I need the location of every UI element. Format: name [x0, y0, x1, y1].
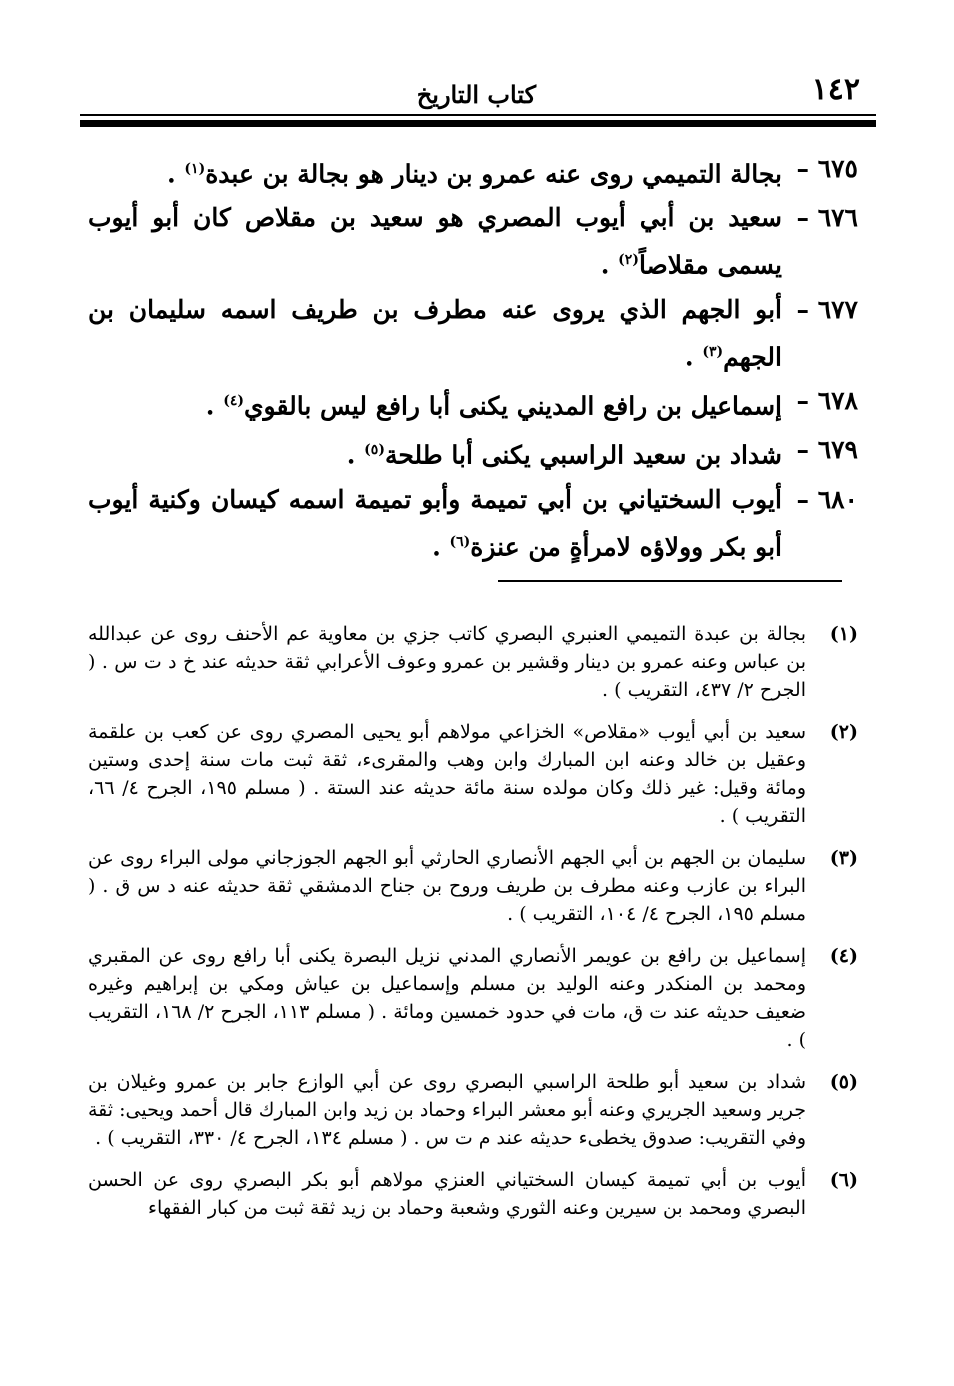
entry-number: ٦٧٧ –	[796, 294, 858, 324]
footnote-number: (٢)	[829, 721, 858, 743]
entry-text: إسماعيل بن رافع المديني يكنى أبا رافع ليس بالقوي	[243, 391, 782, 421]
footnote-ref[interactable]: (٤)	[223, 392, 244, 409]
entry-number: ٦٨٠ –	[796, 484, 858, 514]
footnote-ref[interactable]: (١)	[184, 161, 206, 177]
footnote-4	[88, 942, 858, 1054]
entry-end: .	[167, 159, 185, 189]
entry-end: .	[600, 250, 619, 280]
footnote-number: (٥)	[829, 1071, 858, 1093]
header-rule-thin	[80, 114, 876, 116]
entry-text: أبو الجهم الذي يروى عنه مطرف بن طريف اسمه سليمان بن الجهم	[88, 294, 782, 371]
footnote-ref[interactable]: (٣)	[702, 343, 724, 360]
footnotes-list	[88, 620, 858, 1236]
entry-677	[88, 289, 858, 378]
page-number: ١٤٢	[811, 72, 860, 107]
footnote-3	[88, 844, 858, 928]
entry-end: .	[346, 440, 365, 470]
entry-676	[88, 197, 858, 286]
footnote-2	[88, 718, 858, 830]
entry-number: ٦٧٩ –	[796, 435, 858, 465]
footnote-text: أيوب بن أبي تميمة كيسان السختياني العنزي مولاهم أبو بكر البصري روى عن الحسن البصري ومحمد بن سيرين وعنه الثوري وشعبة وحماد بن زيد ثقة ثبت من كبار الفقهاء	[88, 1169, 806, 1219]
footnote-text: بجالة بن عبدة التميمي العنبري البصري كاتب جزي بن معاوية عم الأحنف روى عن عبدالله بن عباس وعنه عمرو بن دينار وقشير بن عمرو وعوف الأعرابي ثقة حديثه عند خ د ت س . ( الجرح ٢/ ٤٣٧، التقريب ) .	[88, 623, 806, 701]
header-rule-thick	[80, 120, 876, 127]
footnote-5	[88, 1068, 858, 1152]
footnote-1	[88, 620, 858, 704]
footnote-text: سعيد بن أبي أيوب «مقلاص» الخزاعي مولاهم أبو يحيى المصري روى عن كعب بن علقمة وعقيل بن خالد وعنه ابن المبارك وابن وهب والمقرىء، ثقة ثبت مات سنة إحدى وستين ومائة وقيل: غير ذلك وكان مولده سنة مائة حديثه عند الستة . ( مسلم ١٩٥، الجرح ٤/ ٦٦، التقريب ) .	[88, 721, 806, 827]
footnote-separator	[498, 580, 842, 582]
entry-end: .	[205, 391, 224, 421]
entry-680	[88, 479, 858, 568]
entry-number: ٦٧٦ –	[796, 203, 858, 233]
entry-number: ٦٧٨ –	[796, 385, 858, 415]
entry-text: بجالة التميمي روى عنه عمرو بن دينار هو بجالة بن عبدة	[205, 159, 782, 189]
entry-678	[88, 380, 858, 427]
footnote-text: إسماعيل بن رافع بن عويمر الأنصاري المدني نزيل البصرة يكنى أبا رافع روى عن المقبري ومحمد بن المنكدر وعنه الوليد بن مسلم وإسماعيل بن عياش ومكي بن إبراهيم وغيره ضعيف حديثه عند ت ق، مات في حدود خمسين ومائة . ( مسلم ١١٣، الجرح ٢/ ١٦٨، التقريب ) .	[88, 945, 806, 1051]
footnote-number: (١)	[829, 623, 858, 645]
footnote-6	[88, 1166, 858, 1222]
footnote-number: (٣)	[829, 847, 858, 869]
entries-list	[88, 148, 858, 568]
entry-end: .	[684, 341, 703, 371]
entry-679	[88, 429, 858, 476]
footnote-number: (٤)	[829, 945, 858, 967]
footnote-ref[interactable]: (٦)	[449, 533, 471, 550]
running-title: كتاب التاريخ	[416, 80, 536, 109]
entry-end: .	[432, 531, 450, 561]
page-header	[88, 72, 866, 112]
entry-text: شداد بن سعيد الراسبي يكنى أبا طلحة	[384, 440, 782, 470]
footnote-ref[interactable]: (٥)	[364, 442, 385, 459]
footnote-number: (٦)	[829, 1169, 858, 1191]
entry-text: سعيد بن أبي أيوب المصري هو سعيد بن مقلاص كان أبو أيوب يسمى مقلاصاً	[88, 203, 782, 280]
footnote-ref[interactable]: (٢)	[618, 252, 639, 269]
entry-text: أيوب السختياني بن أبي تميمة وأبو تميمة اسمه كيسان وكنية أيوب أبو بكر وولاؤه لامرأةٍ من عنزة	[88, 484, 782, 561]
entry-675	[88, 148, 858, 195]
footnote-text: سليمان بن الجهم بن أبي الجهم الأنصاري الحارثي أبو الجهم الجوزجاني مولى البراء روى عن البراء بن عازب وعنه مطرف بن طريف وروح بن جناح الدمشقي ثقة حديثه عنه د س ق . ( مسلم ١٩٥، الجرح ٤/ ١٠٤، التقريب ) .	[88, 847, 806, 925]
entry-number: ٦٧٥ –	[796, 154, 858, 183]
footnote-text: شداد بن سعيد أبو طلحة الراسبي البصري روى عن أبي الوازع جابر بن عمرو وغيلان بن جرير وسعيد الجريري وعنه أبو معشر البراء وحماد بن زيد وابن المبارك قال أحمد ويحيى: ثقة وفي التقريب: صدوق يخطىء حديثه عند م ت س . ( مسلم ١٣٤، الجرح ٤/ ٣٣٠، التقريب ) .	[88, 1071, 806, 1149]
